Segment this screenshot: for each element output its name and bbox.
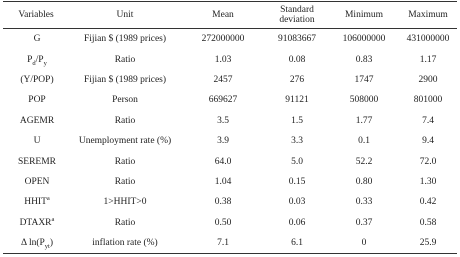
sd-cell: 0.03: [288, 197, 306, 208]
header-standard-deviation: Standard deviation: [265, 2, 329, 29]
maximum-cell: 9.4: [422, 136, 434, 147]
mean-cell: 0.50: [214, 217, 232, 228]
minimum-cell: 52.2: [355, 156, 373, 167]
table-row: [3, 111, 457, 131]
minimum-cell: 0.33: [355, 197, 373, 208]
table-row: [3, 233, 457, 254]
table-row: [3, 131, 457, 151]
descriptive-statistics-table: [3, 1, 457, 254]
maximum-cell: 2900: [418, 74, 438, 85]
unit-cell: 1>HHIT>0: [103, 197, 147, 208]
table-row: [3, 90, 457, 110]
mean-cell: 272000000: [201, 34, 245, 45]
sd-cell: 1.5: [291, 115, 303, 126]
header-variables: Variables: [3, 2, 69, 29]
sd-cell: 6.1: [265, 233, 329, 254]
header-minimum: Minimum: [329, 2, 399, 29]
mean-cell: 7.1: [181, 233, 265, 254]
variable-cell: (Y/POP): [20, 74, 54, 85]
maximum-cell: 1.30: [419, 176, 437, 187]
sd-cell: 0.06: [288, 217, 306, 228]
mean-cell: 1.04: [214, 176, 232, 187]
sd-cell: 0.15: [288, 176, 306, 187]
mean-cell: 64.0: [214, 156, 232, 167]
mean-cell: 0.38: [214, 197, 232, 208]
maximum-cell: 0.58: [419, 217, 437, 228]
variable-cell: Δ $\ln(P_{yt})$: [3, 233, 69, 254]
variable-cell: U: [33, 136, 41, 147]
sd-cell: 5.0: [291, 156, 303, 167]
unit-cell: Ratio: [114, 156, 136, 167]
sd-cell: 0.08: [288, 54, 306, 65]
minimum-cell: 508000: [349, 95, 379, 106]
minimum-cell: 0.83: [355, 54, 373, 65]
unit-cell: Ratio: [114, 217, 136, 228]
unit-cell: inflation rate (%): [69, 233, 181, 254]
table-row: [3, 192, 457, 212]
mean-cell: 3.5: [217, 115, 229, 126]
sd-cell: 276: [289, 74, 305, 85]
mean-cell: 669627: [208, 95, 238, 106]
variable-cell: SEREMR: [17, 156, 56, 167]
maximum-cell: 7.4: [422, 115, 434, 126]
table-row: [3, 29, 457, 50]
minimum-cell: 0.37: [355, 217, 373, 228]
maximum-cell: 431000000: [406, 34, 450, 45]
sd-cell: 91121: [285, 95, 309, 106]
variable-cell: $P_d/P_y$: [27, 54, 47, 67]
header-maximum: Maximum: [399, 2, 457, 29]
variable-cell: G: [33, 34, 41, 45]
unit-cell: Ratio: [114, 54, 136, 65]
minimum-cell: 0: [329, 233, 399, 254]
variable-cell: AGEMR: [19, 115, 55, 126]
mean-cell: 1.03: [214, 54, 232, 65]
mean-cell: 2457: [213, 74, 233, 85]
minimum-cell: 1747: [354, 74, 374, 85]
table-row: [3, 49, 457, 69]
header-unit: Unit: [69, 2, 181, 29]
minimum-cell: 0.80: [355, 176, 373, 187]
minimum-cell: 0.1: [358, 136, 370, 147]
table-row: [3, 70, 457, 90]
table-row: [3, 213, 457, 233]
maximum-cell: 72.0: [419, 156, 437, 167]
unit-cell: Ratio: [114, 176, 136, 187]
mean-cell: 3.9: [217, 136, 229, 147]
minimum-cell: 1.77: [355, 115, 373, 126]
maximum-cell: 25.9: [399, 233, 457, 254]
table-row: [3, 151, 457, 171]
maximum-cell: 0.42: [419, 197, 437, 208]
unit-cell: Fijian $ (1989 prices): [83, 74, 167, 85]
maximum-cell: 1.17: [419, 54, 437, 65]
table-row: [3, 172, 457, 192]
maximum-cell: 801000: [413, 95, 443, 106]
variable-cell: HHIT$^a$: [24, 195, 50, 208]
unit-cell: Ratio: [114, 115, 136, 126]
unit-cell: Fijian $ (1989 prices): [83, 34, 167, 45]
variable-cell: OPEN: [24, 176, 50, 187]
variable-cell: POP: [28, 95, 46, 106]
sd-cell: 3.3: [291, 136, 303, 147]
unit-cell: Unemployment rate (%): [78, 136, 172, 147]
unit-cell: Person: [112, 95, 138, 106]
header-mean: Mean: [181, 2, 265, 29]
variable-cell: DTAXR$^a$: [19, 215, 55, 228]
minimum-cell: 106000000: [342, 34, 386, 45]
sd-cell: 91083667: [278, 34, 316, 45]
header-row: [3, 2, 457, 29]
